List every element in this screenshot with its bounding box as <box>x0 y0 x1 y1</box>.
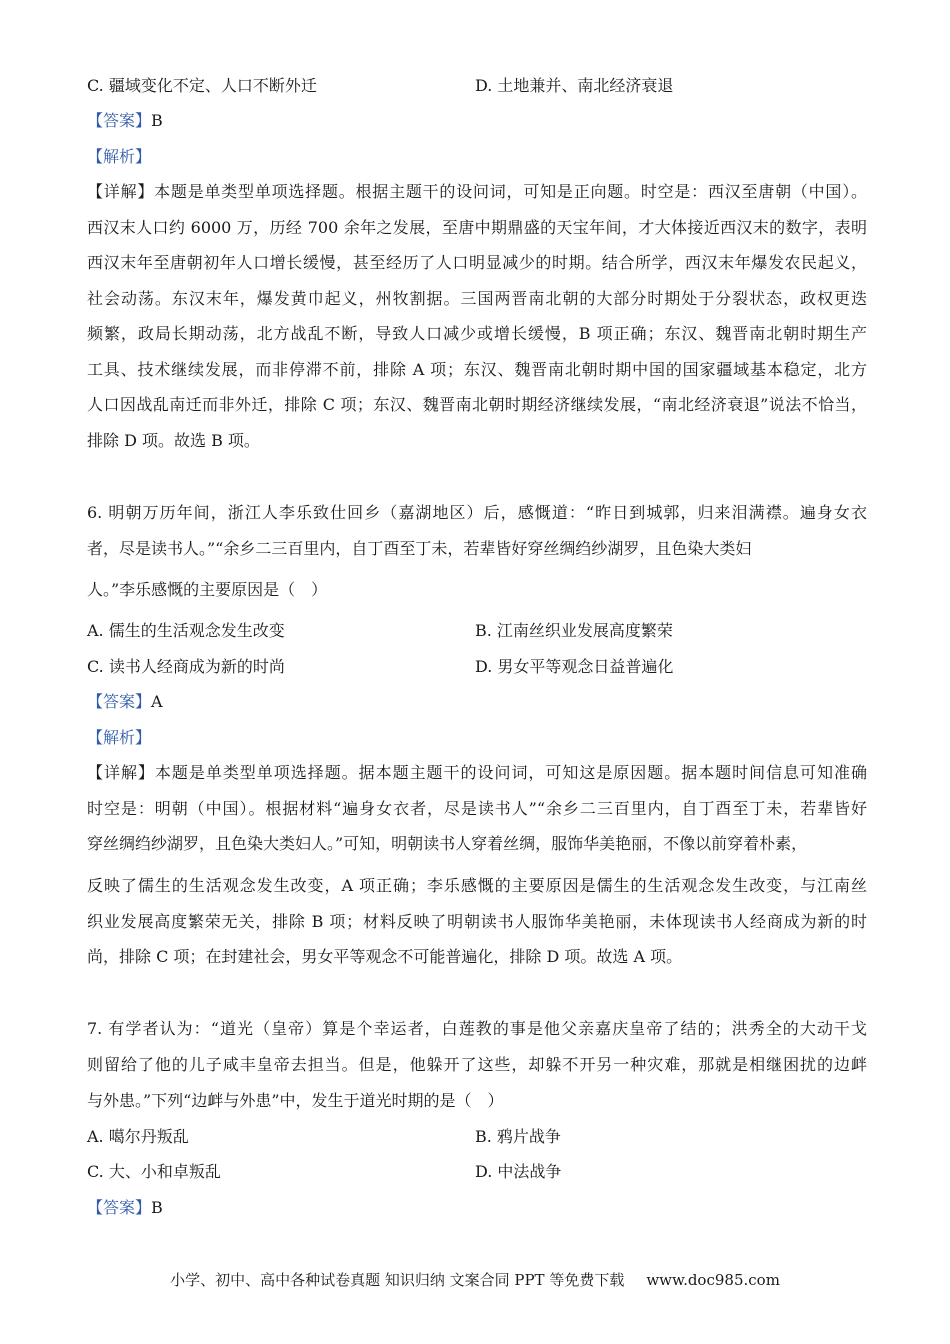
answer-tag: 【答案】 <box>87 692 152 711</box>
q5-answer <box>87 111 867 131</box>
q6-option-b: B. 江南丝织业发展高度繁荣 <box>475 621 673 640</box>
q6-detail-line: 反映了儒生的生活观念发生改变，A 项正确；李乐感慨的主要原因是儒生的生活观念发生改变，与江南丝 <box>87 876 867 895</box>
q6-option-row <box>87 657 867 677</box>
q6-option-c: C. 读书人经商成为新的时尚 <box>87 657 285 676</box>
q7-answer <box>87 1198 867 1218</box>
q5-detail-line: 频繁，政局长期动荡，北方战乱不断，导致人口减少或增长缓慢，B 项正确；东汉、魏晋南北朝时期生产 <box>87 324 867 343</box>
detail-text: 本题是单类型单项选择题。据本题主题干的设问词，可知这是原因题。据本题时间信息可知准确 <box>154 763 867 782</box>
q5-option-d: D. 土地兼并、南北经济衰退 <box>475 76 674 95</box>
q7-option-d: D. 中法战争 <box>475 1162 562 1181</box>
q5-option-c: C. 疆域变化不定、人口不断外迁 <box>87 76 317 95</box>
q7-option-c: C. 大、小和卓叛乱 <box>87 1162 221 1181</box>
q7-stem-line: 7. 有学者认为：“道光（皇帝）算是个幸运者，白莲教的事是他父亲嘉庆皇帝了结的；洪秀全的大动干戈 <box>87 1019 867 1038</box>
detail-tag: 【详解】 <box>87 763 155 782</box>
q5-detail-line: 西汉末人口约 6000 万，历经 700 余年之发展，至唐中期鼎盛的天宝年间，才大体接近西汉末的数字，表明 <box>87 218 867 237</box>
analysis-tag: 【解析】 <box>87 728 152 747</box>
detail-tag: 【详解】 <box>87 182 155 201</box>
footer-text: 小学、初中、高中各种试卷真题 知识归纳 文案合同 PPT 等免费下载 <box>170 1271 625 1289</box>
q5-detail-line: 社会动荡。东汉末年，爆发黄巾起义，州牧割据。三国两晋南北朝的大部分时期处于分裂状态，政权更迭 <box>87 289 867 308</box>
q6-detail-line: 时空是：明朝（中国）。根据材料“遍身女衣者，尽是读书人”“余乡二三百里内，自丁酉至丁未，若辈皆好 <box>87 799 867 818</box>
q5-detail-line: 排除 D 项。故选 B 项。 <box>87 431 260 450</box>
answer-value: B <box>151 111 163 130</box>
q6-stem-line: 人。”李乐感慨的主要原因是（ ） <box>87 580 328 599</box>
q6-option-d: D. 男女平等观念日益普遍化 <box>475 657 674 676</box>
answer-value: A <box>151 692 163 711</box>
answer-tag: 【答案】 <box>87 1198 152 1217</box>
q6-detail-line: 织业发展高度繁荣无关，排除 B 项；材料反映了明朝读书人服饰华美艳丽，未体现读书人经商成为新的时 <box>87 912 867 931</box>
q7-option-b: B. 鸦片战争 <box>475 1127 561 1146</box>
q6-detail-line <box>87 763 867 783</box>
page-footer <box>0 1270 950 1290</box>
q5-analysis-heading <box>87 147 867 167</box>
q7-option-row <box>87 1127 867 1147</box>
answer-tag: 【答案】 <box>87 111 152 130</box>
q7-option-row <box>87 1162 867 1182</box>
q6-stem-line: 6. 明朝万历年间，浙江人李乐致仕回乡（嘉湖地区）后，感慨道：“昨日到城郭，归来泪满襟。遍身女衣 <box>87 503 867 522</box>
footer-site-link[interactable]: www.doc985.com <box>646 1271 780 1289</box>
q6-detail-line: 穿丝绸绉纱湖罗，且色染大类妇人。”可知，明朝读书人穿着丝绸，服饰华美艳丽，不像以前穿着朴素， <box>87 834 808 853</box>
q5-option-row <box>87 76 867 96</box>
q6-answer <box>87 692 867 712</box>
q7-stem-line: 则留给了他的儿子咸丰皇帝去担当。但是，他躲开了这些，却躲不开另一种灾难，那就是相继困扰的边衅 <box>87 1055 867 1074</box>
q6-option-a: A. 儒生的生活观念发生改变 <box>87 621 285 640</box>
q6-stem-line: 者，尽是读书人。”“余乡二三百里内，自丁酉至丁未，若辈皆好穿丝绸绉纱湖罗，且色染大类妇 <box>87 539 752 558</box>
q6-analysis-heading <box>87 728 867 748</box>
q6-detail-line: 尚，排除 C 项；在封建社会，男女平等观念不可能普遍化，排除 D 项。故选 A 项。 <box>87 947 683 966</box>
detail-text: 本题是单类型单项选择题。根据主题干的设问词，可知是正向题。时空是：西汉至唐朝（中国）。 <box>154 182 867 201</box>
q5-detail-line: 西汉末年至唐朝初年人口增长缓慢，甚至经历了人口明显减少的时期。结合所学，西汉末年爆发农民起义， <box>87 253 867 272</box>
analysis-tag: 【解析】 <box>87 147 152 166</box>
answer-value: B <box>151 1198 163 1217</box>
q5-detail-line: 工具、技术继续发展，而非停滞不前，排除 A 项；东汉、魏晋南北朝时期中国的国家疆域基本稳定，北方 <box>87 360 867 379</box>
q7-stem-line: 与外患。”下列“边衅与外患”中，发生于道光时期的是（ ） <box>87 1091 504 1110</box>
q5-detail-line: 人口因战乱南迁而非外迁，排除 C 项；东汉、魏晋南北朝时期经济继续发展，“南北经济衰退”说法不恰当， <box>87 395 867 414</box>
q7-option-a: A. 噶尔丹叛乱 <box>87 1127 189 1146</box>
q6-option-row <box>87 621 867 641</box>
q5-detail-line <box>87 182 867 202</box>
